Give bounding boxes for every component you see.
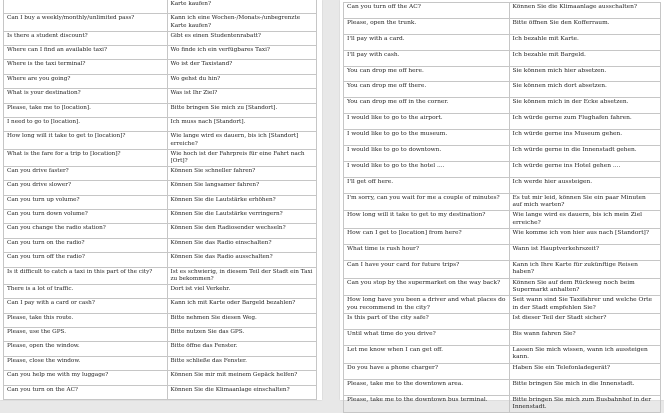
- english-phrase-cell: How can I get to [location] from here?: [344, 229, 510, 245]
- english-phrase-cell: I would like to go to downtown.: [344, 146, 510, 162]
- english-phrase-cell: You can drop me off here.: [344, 66, 510, 82]
- english-phrase-cell: I'll pay with cash.: [344, 50, 510, 66]
- english-phrase-cell: I would like to go to the hotel ....: [344, 161, 510, 177]
- phrase-table-left: [3, 0, 317, 400]
- table-row: [4, 117, 317, 131]
- english-phrase-cell: You can drop me off in the corner.: [344, 98, 510, 114]
- english-phrase-cell: Please, take me to [location].: [4, 103, 168, 117]
- table-row: [344, 330, 661, 346]
- table-row: [344, 211, 661, 229]
- german-phrase-cell: Bitte bringen Sie mich zum Busbahnhof in der Innenstadt.: [509, 395, 661, 413]
- german-phrase-cell: Wo finde ich ein verfügbares Taxi?: [167, 46, 317, 60]
- table-row: [344, 3, 661, 19]
- english-phrase-cell: Let me know when I can get off.: [344, 346, 510, 364]
- table-row: [4, 342, 317, 356]
- english-phrase-cell: Can you turn off the AC?: [344, 3, 510, 19]
- english-phrase-cell: Can you stop by the supermarket on the way back?: [344, 278, 510, 296]
- table-row: [344, 177, 661, 193]
- english-phrase-cell: What is your destination?: [4, 89, 168, 103]
- english-phrase-cell: Please, close the window.: [4, 356, 168, 370]
- german-phrase-cell: Dort ist viel Verkehr.: [167, 284, 317, 298]
- english-phrase-cell: I would like to go to the airport.: [344, 114, 510, 130]
- english-phrase-cell: I'll get off here.: [344, 177, 510, 193]
- german-phrase-cell: Ich würde gerne zum Flughafen fahren.: [509, 114, 661, 130]
- german-phrase-cell: Wo ist der Taxistand?: [167, 60, 317, 74]
- german-phrase-cell: Bitte schließe das Fenster.: [167, 356, 317, 370]
- table-row: [4, 210, 317, 224]
- german-phrase-cell: Können Sie die Lautstärke verringern?: [167, 210, 317, 224]
- german-phrase-cell: Können Sie die Klimaanlage ausschalten?: [509, 3, 661, 19]
- table-row: [344, 379, 661, 395]
- german-phrase-cell: Können Sie mir mit meinem Gepäck helfen?: [167, 371, 317, 385]
- table-row: [344, 161, 661, 177]
- english-phrase-cell: Can I buy a weekly/monthly/unlimited pass?: [4, 14, 168, 31]
- table-row: [4, 46, 317, 60]
- german-phrase-cell: Ich bezahle mit Karte.: [509, 34, 661, 50]
- table-row: [344, 130, 661, 146]
- english-phrase-cell: Please, open the window.: [4, 342, 168, 356]
- german-phrase-cell: Bitte bringen Sie mich zu [Standort].: [167, 103, 317, 117]
- english-phrase-cell: Please, use the GPS.: [4, 328, 168, 342]
- english-phrase-cell: Can you turn on the AC?: [4, 385, 168, 399]
- german-phrase-cell: Wo gehst du hin?: [167, 74, 317, 88]
- table-row: [344, 66, 661, 82]
- document-page-right: [340, 0, 664, 410]
- english-phrase-cell: Can you drive slower?: [4, 181, 168, 195]
- english-phrase-cell: How long have you been a driver and what places do you recommend in the city?: [344, 296, 510, 314]
- german-phrase-cell: Haben Sie ein Telefonladegerät?: [509, 363, 661, 379]
- table-row: [4, 267, 317, 284]
- table-row: [4, 328, 317, 342]
- german-phrase-cell: Gibt es einen Studentenrabatt?: [167, 31, 317, 45]
- german-phrase-cell: Wie komme ich von hier aus nach [Standort]?: [509, 229, 661, 245]
- table-row: [344, 346, 661, 364]
- table-row: [4, 132, 317, 149]
- english-phrase-cell: Please, take me to the downtown area.: [344, 379, 510, 395]
- table-row: [4, 14, 317, 31]
- english-phrase-cell: Can you change the radio station?: [4, 224, 168, 238]
- german-phrase-cell: Können Sie die Klimaanlage einschalten?: [167, 385, 317, 399]
- table-row: [4, 238, 317, 252]
- german-phrase-cell: Kann ich Ihre Karte für zukünftige Reisen haben?: [509, 260, 661, 278]
- german-phrase-cell: Sie können mich in der Ecke absetzen.: [509, 98, 661, 114]
- table-row: [4, 103, 317, 117]
- german-phrase-cell: Können Sie das Radio einschalten?: [167, 238, 317, 252]
- table-row: [4, 299, 317, 313]
- english-phrase-cell: [4, 0, 168, 14]
- german-phrase-cell: Es tut mir leid, können Sie ein paar Minuten auf mich warten?: [509, 193, 661, 211]
- table-row: [4, 195, 317, 209]
- german-phrase-cell: Wie lange wird es dauern, bis ich mein Ziel erreiche?: [509, 211, 661, 229]
- english-phrase-cell: Is there a student discount?: [4, 31, 168, 45]
- german-phrase-cell: Ich würde gerne ins Museum gehen.: [509, 130, 661, 146]
- table-row: [344, 34, 661, 50]
- table-row: [4, 181, 317, 195]
- table-row: [344, 114, 661, 130]
- phrase-table-right: [343, 2, 661, 413]
- german-phrase-cell: Können Sie schneller fahren?: [167, 166, 317, 180]
- english-phrase-cell: Where can I find an available taxi?: [4, 46, 168, 60]
- german-phrase-cell: Wann ist Hauptverkehrszeit?: [509, 245, 661, 261]
- german-phrase-cell: Sie können mich dort absetzen.: [509, 82, 661, 98]
- german-phrase-cell: Lassen Sie mich wissen, wann ich aussteigen kann.: [509, 346, 661, 364]
- german-phrase-cell: Seit wann sind Sie Taxifahrer und welche Orte in der Stadt empfehlen Sie?: [509, 296, 661, 314]
- german-phrase-cell: Ist es schwierig, in diesem Teil der Stadt ein Taxi zu bekommen?: [167, 267, 317, 284]
- table-row: [344, 363, 661, 379]
- german-phrase-cell: Bitte bringen Sie mich in die Innenstadt.: [509, 379, 661, 395]
- english-phrase-cell: Please, take me to the downtown bus terminal.: [344, 395, 510, 413]
- table-row: [344, 98, 661, 114]
- table-row: [4, 356, 317, 370]
- english-phrase-cell: Can you turn down volume?: [4, 210, 168, 224]
- table-row: [4, 313, 317, 327]
- german-phrase-cell: Können Sie den Radiosender wechseln?: [167, 224, 317, 238]
- table-row: [344, 278, 661, 296]
- german-phrase-cell: Bitte öffnen Sie den Kofferraum.: [509, 18, 661, 34]
- german-phrase-cell: Bitte nehmen Sie diesen Weg.: [167, 313, 317, 327]
- english-phrase-cell: Can you turn off the radio?: [4, 253, 168, 267]
- english-phrase-cell: I'll pay with a card.: [344, 34, 510, 50]
- table-row: [344, 245, 661, 261]
- table-row: [344, 50, 661, 66]
- english-phrase-cell: You can drop me off there.: [344, 82, 510, 98]
- german-phrase-cell: Ist dieser Teil der Stadt sicher?: [509, 314, 661, 330]
- english-phrase-cell: I'm sorry, can you wait for me a couple of minutes?: [344, 193, 510, 211]
- table-row: [344, 146, 661, 162]
- document-page-left: [0, 0, 322, 400]
- english-phrase-cell: I would like to go to the museum.: [344, 130, 510, 146]
- english-phrase-cell: There is a lot of traffic.: [4, 284, 168, 298]
- table-row: [344, 193, 661, 211]
- german-phrase-cell: Bis wann fahren Sie?: [509, 330, 661, 346]
- english-phrase-cell: Please, take this route.: [4, 313, 168, 327]
- english-phrase-cell: Until what time do you drive?: [344, 330, 510, 346]
- german-phrase-cell: Bitte nutzen Sie das GPS.: [167, 328, 317, 342]
- english-phrase-cell: How long will it take to get to [location]?: [4, 132, 168, 149]
- english-phrase-cell: How long will it take to get to my destination?: [344, 211, 510, 229]
- english-phrase-cell: What time is rush hour?: [344, 245, 510, 261]
- table-row: [344, 395, 661, 413]
- german-phrase-cell: Karte kaufen?: [167, 0, 317, 14]
- german-phrase-cell: Was ist Ihr Ziel?: [167, 89, 317, 103]
- german-phrase-cell: Ich würde gerne in die Innenstadt gehen.: [509, 146, 661, 162]
- table-row: [4, 284, 317, 298]
- table-row: [4, 149, 317, 166]
- english-phrase-cell: Please, open the trunk.: [344, 18, 510, 34]
- table-row: [344, 18, 661, 34]
- german-phrase-cell: Sie können mich hier absetzen.: [509, 66, 661, 82]
- table-row: [4, 224, 317, 238]
- english-phrase-cell: Can you turn up volume?: [4, 195, 168, 209]
- german-phrase-cell: Können Sie langsamer fahren?: [167, 181, 317, 195]
- table-row: [4, 60, 317, 74]
- table-row: [344, 82, 661, 98]
- english-phrase-cell: What is the fare for a trip to [location]?: [4, 149, 168, 166]
- table-row: [4, 385, 317, 399]
- german-phrase-cell: Kann ich eine Wochen-/Monats-/unbegrenzte Karte kaufen?: [167, 14, 317, 31]
- german-phrase-cell: Kann ich mit Karte oder Bargeld bezahlen?: [167, 299, 317, 313]
- german-phrase-cell: Ich werde hier aussteigen.: [509, 177, 661, 193]
- table-row: [4, 166, 317, 180]
- german-phrase-cell: Wie hoch ist der Fahrpreis für eine Fahrt nach [Ort]?: [167, 149, 317, 166]
- german-phrase-cell: Können Sie auf dem Rückweg noch beim Supermarkt anhalten?: [509, 278, 661, 296]
- table-row: [4, 253, 317, 267]
- table-row: [4, 371, 317, 385]
- german-phrase-cell: Können Sie die Lautstärke erhöhen?: [167, 195, 317, 209]
- german-phrase-cell: Können Sie das Radio ausschalten?: [167, 253, 317, 267]
- english-phrase-cell: Is this part of the city safe?: [344, 314, 510, 330]
- english-phrase-cell: Do you have a phone charger?: [344, 363, 510, 379]
- english-phrase-cell: Can you turn on the radio?: [4, 238, 168, 252]
- table-row: [4, 0, 317, 14]
- table-row: [344, 314, 661, 330]
- german-phrase-cell: Ich bezahle mit Bargeld.: [509, 50, 661, 66]
- german-phrase-cell: Wie lange wird es dauern, bis ich [Standort] erreiche?: [167, 132, 317, 149]
- table-row: [344, 296, 661, 314]
- english-phrase-cell: Can you help me with my luggage?: [4, 371, 168, 385]
- table-row: [4, 89, 317, 103]
- table-row: [344, 229, 661, 245]
- english-phrase-cell: I need to go to [location].: [4, 117, 168, 131]
- table-row: [344, 260, 661, 278]
- english-phrase-cell: Can I have your card for future trips?: [344, 260, 510, 278]
- german-phrase-cell: Ich würde gerne ins Hotel gehen ....: [509, 161, 661, 177]
- english-phrase-cell: Can I pay with a card or cash?: [4, 299, 168, 313]
- table-row: [4, 74, 317, 88]
- english-phrase-cell: Can you drive faster?: [4, 166, 168, 180]
- german-phrase-cell: Ich muss nach [Standort].: [167, 117, 317, 131]
- english-phrase-cell: Where are you going?: [4, 74, 168, 88]
- german-phrase-cell: Bitte öffne das Fenster.: [167, 342, 317, 356]
- table-row: [4, 31, 317, 45]
- english-phrase-cell: Is it difficult to catch a taxi in this part of the city?: [4, 267, 168, 284]
- english-phrase-cell: Where is the taxi terminal?: [4, 60, 168, 74]
